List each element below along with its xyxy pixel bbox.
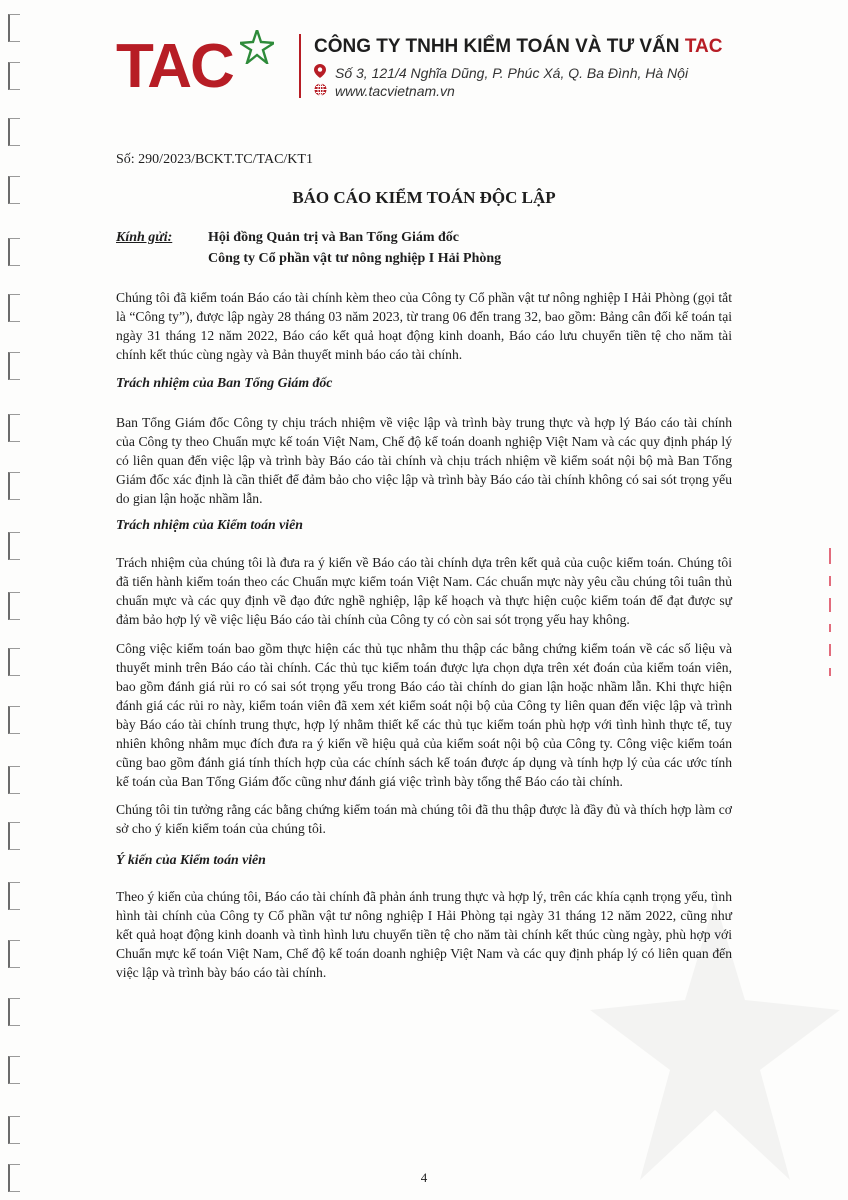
recipient-line: Hội đồng Quản trị và Ban Tổng Giám đốc <box>208 230 460 245</box>
section-paragraph: Ban Tổng Giám đốc Công ty chịu trách nhiệm về việc lập và trình bày trung thực và hợp lý Báo cáo tài chính của Công ty theo Chuẩn mực kế toán Việt Nam, Chế độ kế toán doanh nghiệp Việt Nam và các quy định pháp lý có liên quan đến việc lập và trình bày Báo cáo tài chính và chịu trách nhiệm về kiểm soát nội bộ mà Ban Tổng Giám đốc xác định là cần thiết để đảm bảo cho việc lập và trình bày Báo cáo tài chính không có sai sót trọng yếu do gian lận hoặc nhầm lẫn. <box>116 415 732 506</box>
document-title: BÁO CÁO KIỂM TOÁN ĐỘC LẬP <box>292 188 556 207</box>
globe-icon <box>314 83 328 99</box>
section-paragraph: Chúng tôi tin tưởng rằng các bằng chứng kiểm toán mà chúng tôi đã thu thập được là đầy đủ và thích hợp làm cơ sở cho ý kiến kiểm toán của chúng tôi. <box>116 802 732 836</box>
section-heading: Trách nhiệm của Kiểm toán viên <box>116 517 303 532</box>
recipient-label: Kính gửi: <box>116 230 173 245</box>
location-pin-icon <box>314 64 328 81</box>
company-logo <box>116 32 233 101</box>
company-website: www.tacvietnam.vn <box>314 83 455 99</box>
section-paragraph: Theo ý kiến của chúng tôi, Báo cáo tài chính đã phản ánh trung thực và hợp lý, trên các khía cạnh trọng yếu, tình hình tài chính của Công ty Cổ phần vật tư nông nghiệp I Hải Phòng tại ngày 31 tháng 12 năm 2022, cũng như kết quả hoạt động kinh doanh và tình hình lưu chuyển tiền tệ cho năm tài chính kết thúc cùng ngày, phù hợp với Chuẩn mực kế toán Việt Nam, Chế độ kế toán doanh nghiệp Việt Nam và các quy định pháp lý có liên quan đến việc lập và trình bày báo cáo tài chính. <box>116 889 732 980</box>
section-paragraph: Công việc kiểm toán bao gồm thực hiện các thủ tục nhằm thu thập các bằng chứng kiểm toán về các số liệu và thuyết minh trên Báo cáo tài chính. Các thủ tục kiểm toán được lựa chọn dựa trên xét đoán của kiểm toán viên, bao gồm đánh giá rủi ro có sai sót trọng yếu trong Báo cáo tài chính do gian lận hoặc nhầm lẫn. Khi thực hiện đánh giá các rủi ro này, kiểm toán viên đã xem xét kiểm soát nội bộ của Công ty liên quan đến việc lập và trình bày Báo cáo tài chính trung thực, hợp lý nhằm thiết kế các thủ tục kiểm toán phù hợp với tình hình thực tế, tuy nhiên không nhằm mục đích đưa ra ý kiến về hiệu quả của kiểm soát nội bộ của Công ty. Công việc kiểm toán cũng bao gồm đánh giá tính thích hợp của các chính sách kế toán được áp dụng và tính hợp lý của các ước tính kế toán của Ban Tổng Giám đốc cũng như đánh giá việc trình bày tổng thể Báo cáo tài chính. <box>116 641 732 789</box>
recipient-line: Công ty Cổ phần vật tư nông nghiệp I Hải Phòng <box>208 251 502 266</box>
section-heading: Trách nhiệm của Ban Tổng Giám đốc <box>116 375 333 390</box>
section-paragraph: Trách nhiệm của chúng tôi là đưa ra ý kiến về Báo cáo tài chính dựa trên kết quả của cuộc kiểm toán. Chúng tôi đã tiến hành kiểm toán theo các Chuẩn mực kiểm toán Việt Nam. Các chuẩn mực này yêu cầu chúng tôi tuân thủ chuẩn mực và các quy định về đạo đức nghề nghiệp, lập kế hoạch và thực hiện cuộc kiểm toán để đạt được sự đảm bảo hợp lý về việc liệu Báo cáo tài chính của Công ty có còn sai sót trọng yếu hay không. <box>116 555 732 627</box>
company-name: CÔNG TY TNHH KIỂM TOÁN VÀ TƯ VẤN TAC <box>314 36 723 57</box>
section-heading: Ý kiến của Kiểm toán viên <box>116 852 266 867</box>
page-number: 4 <box>420 1170 428 1185</box>
logo-text: TAC <box>116 32 233 101</box>
company-address: Số 3, 121/4 Nghĩa Dũng, P. Phúc Xá, Q. Ba Đình, Hà Nội <box>314 64 688 81</box>
document-number: Số: 290/2023/BCKT.TC/TAC/KT1 <box>116 152 313 167</box>
margin-stamp-marks <box>822 548 838 688</box>
header-divider <box>299 34 301 98</box>
star-icon <box>240 30 274 64</box>
intro-paragraph: Chúng tôi đã kiểm toán Báo cáo tài chính kèm theo của Công ty Cổ phần vật tư nông nghiệp I Hải Phòng (gọi tắt là “Công ty”), được lập ngày 28 tháng 03 năm 2023, từ trang 06 đến trang 32, bao gồm: Bảng cân đối kế toán tại ngày 31 tháng 12 năm 2022, Báo cáo kết quả hoạt động kinh doanh, Báo cáo lưu chuyển tiền tệ cho năm tài chính kết thúc cùng ngày và Bản thuyết minh báo cáo tài chính. <box>116 290 732 362</box>
